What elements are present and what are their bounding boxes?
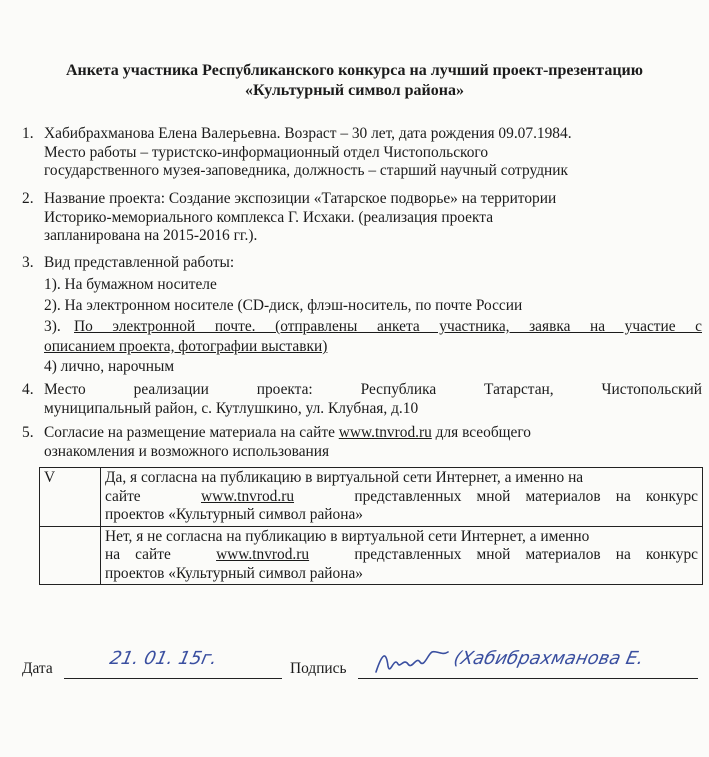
date-handwritten[interactable]: 21. 01. 15г. [107,648,220,669]
list-item-3 [22,254,702,273]
item-number: 3. [22,254,34,271]
consent-text-line [105,546,698,565]
consent-intro-text: Согласие на размещение материала на сайте [44,424,335,441]
consent-text-line: Да, я согласна на публикацию в виртуальной сети Интернет, а именно на [105,469,584,486]
consent-row-yes [40,468,703,527]
item-text-line: Хабибрахманова Елена Валерьевна. Возраст – 30 лет, дата рождения 09.07.1984. [44,125,572,142]
form-title-line2: «Культурный символ района» [245,82,464,99]
consent-yes-text [101,468,703,527]
item-heading: Вид представленной работы: [44,254,235,271]
consent-text-post: представленных мной материалов на конкурс [354,487,698,505]
site-link[interactable]: www.tnvrod.ru [216,546,310,563]
date-field-line [64,678,282,679]
site-link[interactable]: www.tnvrod.ru [200,487,295,505]
consent-text-pre: на сайте [105,546,171,563]
site-link[interactable]: www.tnvrod.ru [338,424,432,441]
item-text-line: Историко-мемориального комплекса Г. Исхаки. (реализация проекта [44,208,494,226]
item-text-line: ознакомления и возможного использования [44,442,330,460]
option-paper: 1). На бумажном носителе [44,276,217,293]
signature-scribble-icon [372,646,454,680]
item-number: 5. [22,424,34,441]
item-number: 4. [22,381,34,398]
item-number: 2. [22,190,34,207]
item-text-line: Название проекта: Создание экспозиции «Татарское подворье» на территории [44,190,557,207]
item-number: 1. [22,125,34,142]
option-in-person: 4) лично, нарочным [44,358,175,375]
option-email-number: 3). [44,318,61,335]
consent-text-post: представленных мной материалов на конкурс [354,546,699,563]
list-item-1 [22,125,702,181]
item-text-line [44,424,702,443]
consent-no-text [101,526,703,585]
consent-intro-text-end: для всеобщего [435,424,531,441]
consent-text-line: проектов «Культурный символ района» [105,564,363,582]
list-item-5 [22,424,702,461]
list-item-2 [22,190,702,246]
item-text-line: Место работы – туристско-информационный отдел Чистопольского [44,143,489,161]
consent-table [39,467,703,585]
option-electronic-media: 2). На электронном носителе (CD-диск, флэш-носитель, по почте России [44,297,523,314]
signature-label: Подпись [290,660,347,677]
consent-text-line [105,488,698,507]
consent-row-no [40,526,703,585]
option-email-selected-line1: По электронной почте. (отправлены анкета участника, заявка на участие с [74,318,702,335]
consent-yes-checkbox[interactable]: V [40,468,101,527]
option-email-selected-line2: описанием проекта, фотографии выставки) [44,338,328,355]
list-item-4 [22,381,702,418]
item-text-line: запланирована на 2015-2016 гг.). [44,227,258,244]
item-text-line: государственного музея-заповедника, должность – старший научный сотрудник [44,162,568,179]
consent-text-line: проектов «Культурный символ района» [105,506,363,523]
form-title-line1: Анкета участника Республиканского конкурса на лучший проект-презентацию [66,62,643,79]
consent-text-line: Нет, я не согласна на публикацию в виртуальной сети Интернет, а именно [105,527,590,545]
date-label: Дата [22,660,53,677]
item-text-line: Место реализации проекта: Республика Татарстан, Чистопольский [44,381,702,398]
item-text-line: муниципальный район, с. Кутлушкино, ул. Клубная, д.10 [44,399,419,417]
signature-handwritten[interactable]: (Хабибрахманова Е. [451,648,646,669]
consent-text-pre: сайте [105,487,141,505]
consent-no-checkbox[interactable] [40,526,101,585]
